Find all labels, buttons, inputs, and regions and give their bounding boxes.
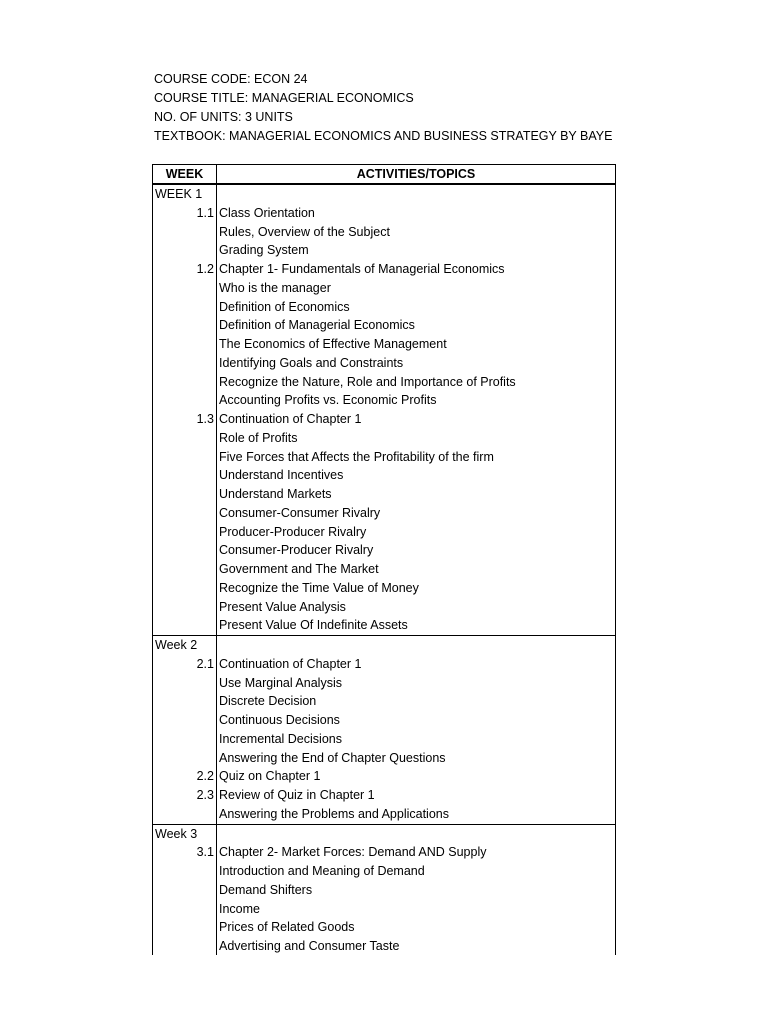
topic-text: Answering the Problems and Applications — [219, 806, 449, 821]
table-row — [153, 523, 615, 542]
table-row — [153, 298, 615, 317]
table-row — [153, 767, 615, 786]
session-number: 1.2 — [196, 262, 214, 276]
topic-text: Chapter 1- Fundamentals of Managerial Economics — [219, 262, 505, 276]
topic-text: Incremental Decisions — [219, 731, 342, 746]
topic-text: Identifying Goals and Constraints — [219, 355, 404, 370]
table-row — [153, 560, 615, 579]
topic-text: Discrete Decision — [219, 694, 317, 709]
table-row — [153, 598, 615, 617]
topic-text: Recognize the Nature, Role and Importance of Profits — [219, 374, 516, 389]
table-row — [153, 900, 615, 919]
table-row — [153, 373, 615, 392]
header-activities: ACTIVITIES/TOPICS — [356, 167, 476, 181]
session-number: 2.2 — [196, 769, 214, 784]
topic-text: Recognize the Time Value of Money — [219, 580, 419, 595]
topic-text: Continuation of Chapter 1 — [219, 656, 362, 671]
session-number: 1.1 — [196, 205, 214, 220]
table-row — [153, 204, 615, 223]
course-code: COURSE CODE: ECON 24 — [154, 72, 308, 86]
table-row — [153, 824, 615, 844]
topic-text: Income — [219, 901, 260, 916]
table-row — [153, 616, 615, 635]
table-row — [153, 862, 615, 881]
session-number: 2.3 — [196, 788, 214, 802]
table-row — [153, 541, 615, 560]
session-number: 2.1 — [196, 656, 214, 671]
table-row — [153, 881, 615, 900]
topic-text: Five Forces that Affects the Profitability of the firm — [219, 449, 494, 464]
table-row — [153, 335, 615, 354]
course-title: COURSE TITLE: MANAGERIAL ECONOMICS — [154, 91, 414, 105]
topic-text: Prices of Related Goods — [219, 920, 355, 935]
table-header-row — [153, 165, 615, 185]
topic-text: Government and The Market — [219, 562, 379, 576]
topic-text: Consumer-Producer Rivalry — [219, 543, 374, 558]
table-row — [153, 635, 615, 655]
topic-text: The Economics of Effective Management — [219, 337, 447, 351]
topic-text: Class Orientation — [219, 205, 315, 220]
topic-text: Understand Incentives — [219, 468, 344, 483]
table-row — [153, 786, 615, 805]
session-number: 1.3 — [196, 412, 214, 426]
table-row — [153, 692, 615, 711]
topic-text: Present Value Of Indefinite Assets — [219, 618, 408, 633]
topic-text: Introduction and Meaning of Demand — [219, 864, 425, 878]
table-row — [153, 485, 615, 504]
topic-text: Review of Quiz in Chapter 1 — [219, 788, 375, 802]
table-row — [153, 354, 615, 373]
topic-text: Quiz on Chapter 1 — [219, 769, 321, 784]
table-row — [153, 805, 615, 824]
topic-text: Continuation of Chapter 1 — [219, 412, 362, 426]
table-row — [153, 185, 615, 204]
topic-text: Advertising and Consumer Taste — [219, 939, 400, 953]
topic-text: Use Marginal Analysis — [219, 675, 342, 690]
week-label: WEEK 1 — [155, 187, 203, 201]
table-row — [153, 241, 615, 260]
session-number: 3.1 — [196, 845, 214, 860]
topic-text: Definition of Managerial Economics — [219, 318, 415, 333]
topic-text: Grading System — [219, 243, 309, 258]
topic-text: Rules, Overview of the Subject — [219, 224, 390, 239]
schedule-table — [152, 164, 616, 955]
course-header — [154, 70, 612, 146]
table-row — [153, 504, 615, 523]
topic-text: Continuous Decisions — [219, 713, 340, 727]
topic-text: Answering the End of Chapter Questions — [219, 750, 446, 765]
topic-text: Understand Markets — [219, 487, 332, 501]
table-row — [153, 749, 615, 768]
table-body — [153, 185, 615, 955]
table-row — [153, 391, 615, 410]
topic-text: Role of Profits — [219, 430, 298, 445]
course-units: NO. OF UNITS: 3 UNITS — [154, 110, 293, 124]
topic-text: Demand Shifters — [219, 882, 313, 897]
topic-text: Producer-Producer Rivalry — [219, 524, 367, 539]
table-row — [153, 316, 615, 335]
table-row — [153, 279, 615, 298]
week-label: Week 3 — [155, 826, 198, 841]
header-week: WEEK — [165, 167, 204, 181]
table-row — [153, 918, 615, 937]
table-row — [153, 260, 615, 279]
topic-text: Accounting Profits vs. Economic Profits — [219, 393, 437, 408]
table-row — [153, 448, 615, 467]
topic-text: Definition of Economics — [219, 299, 350, 314]
topic-text: Consumer-Consumer Rivalry — [219, 505, 381, 520]
table-row — [153, 843, 615, 862]
table-row — [153, 466, 615, 485]
table-row — [153, 711, 615, 730]
table-row — [153, 410, 615, 429]
table-row — [153, 674, 615, 693]
course-textbook: TEXTBOOK: MANAGERIAL ECONOMICS AND BUSINESS STRATEGY BY BAYE — [154, 129, 613, 143]
table-row — [153, 579, 615, 598]
table-row — [153, 655, 615, 674]
table-row — [153, 223, 615, 242]
topic-text: Chapter 2- Market Forces: Demand AND Supply — [219, 845, 487, 860]
topic-text: Present Value Analysis — [219, 599, 346, 614]
table-row — [153, 429, 615, 448]
table-row — [153, 730, 615, 749]
table-row — [153, 937, 615, 955]
week-label: Week 2 — [155, 638, 198, 652]
topic-text: Who is the manager — [219, 280, 331, 295]
